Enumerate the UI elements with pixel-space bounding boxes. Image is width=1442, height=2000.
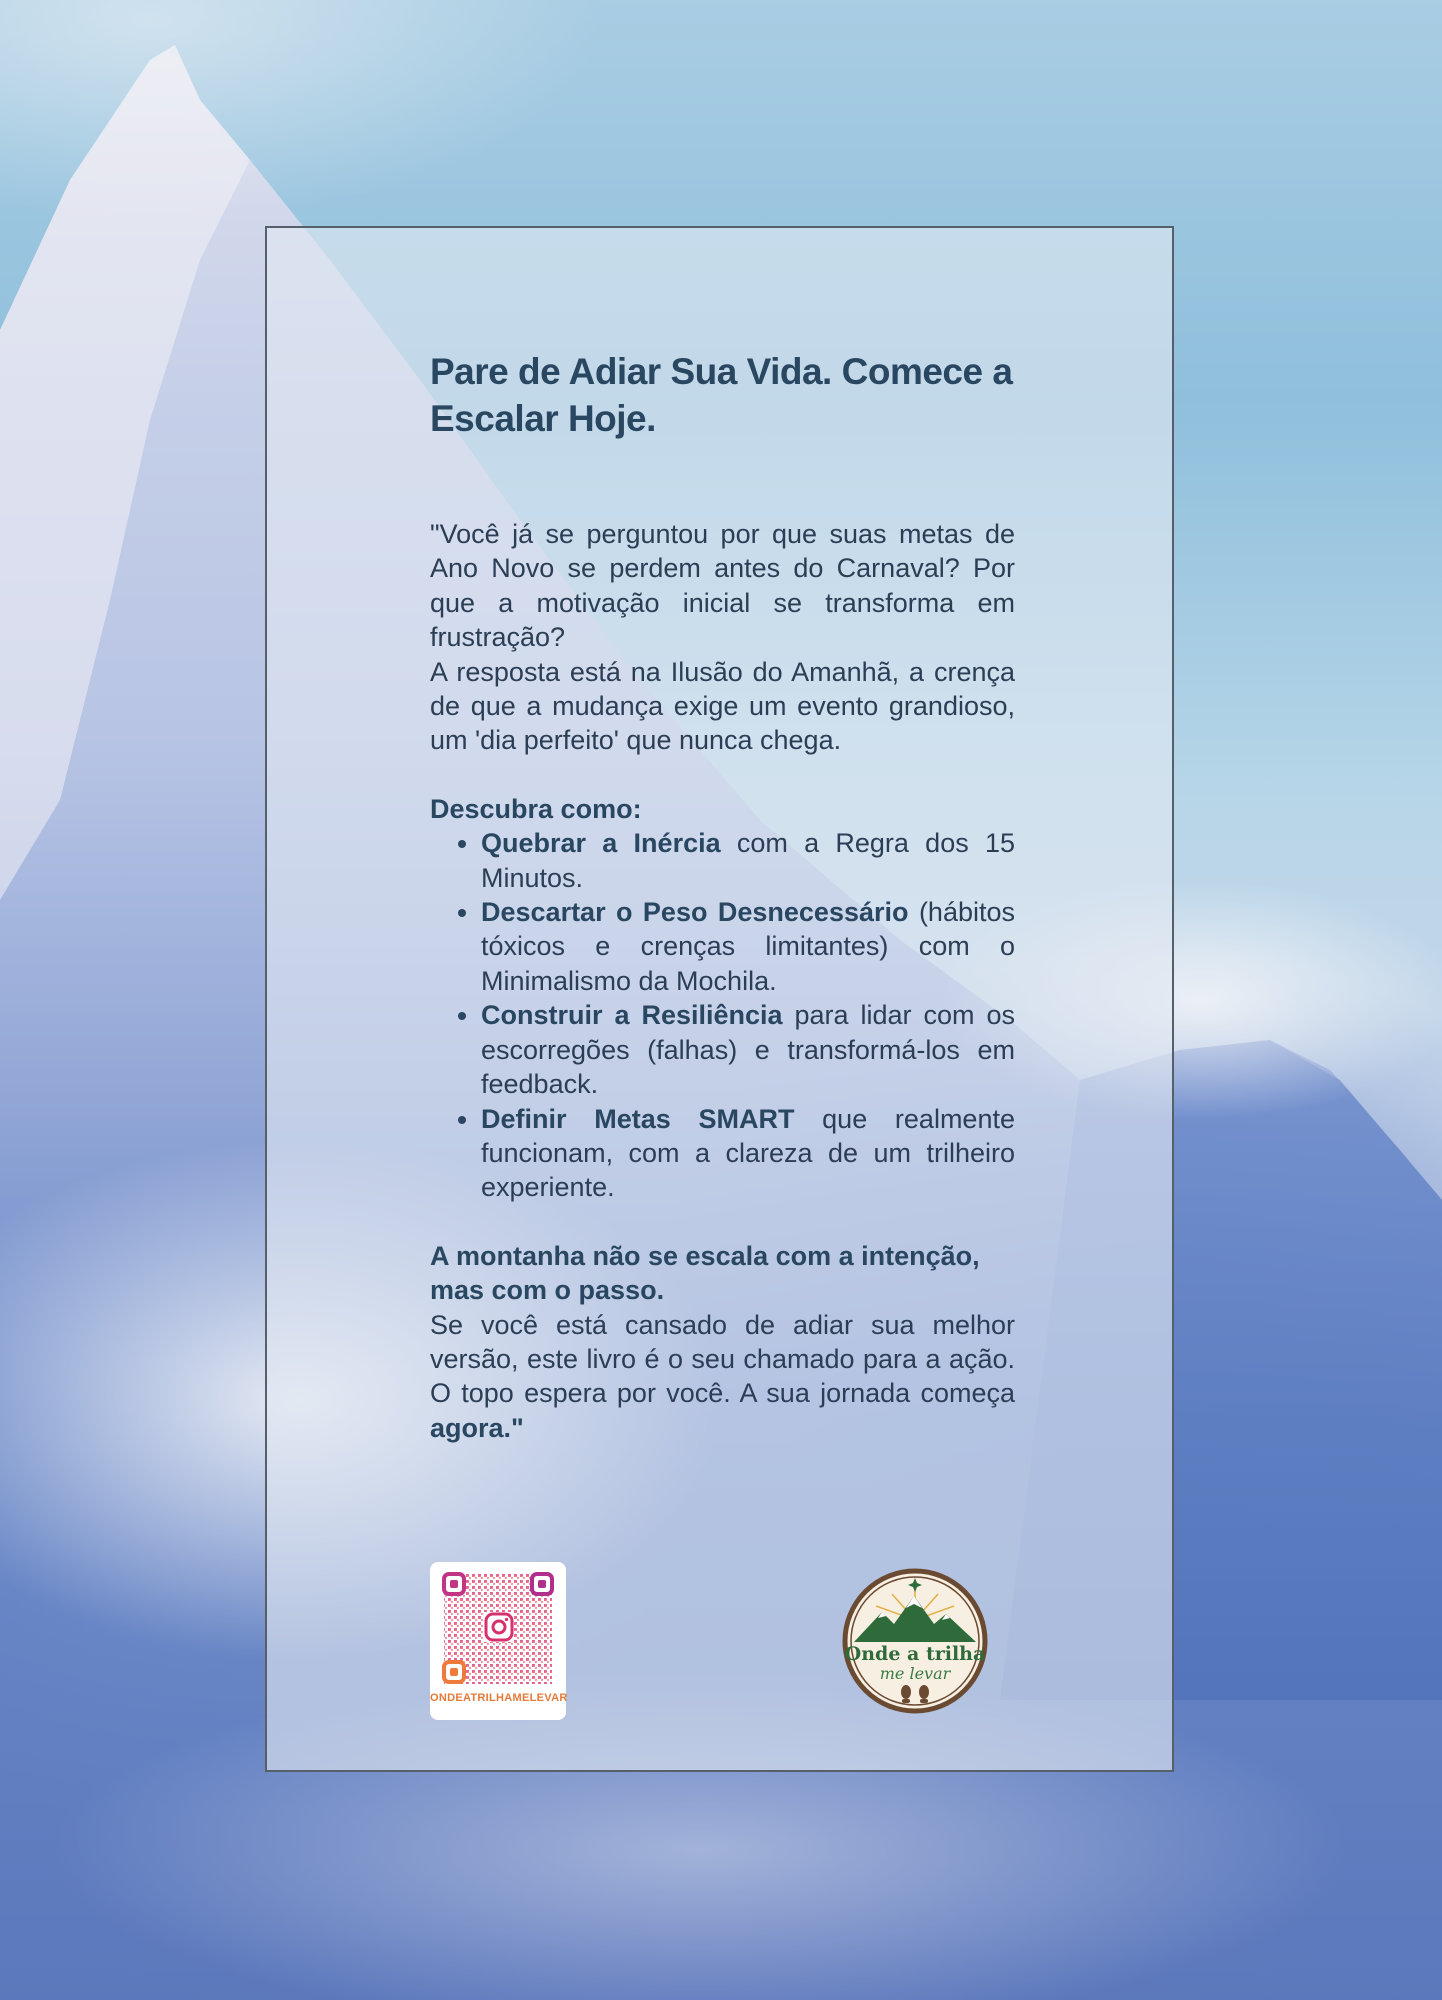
list-item-text: com a Regra dos 15 Minutos. bbox=[481, 828, 1015, 893]
list-item-bold: Descartar o Peso Desnecessário bbox=[481, 897, 909, 928]
list-item-text: (hábitos tóxicos e crenças limitantes) com o Minimalismo da Mochila. bbox=[481, 897, 1015, 996]
instagram-qr-code[interactable] bbox=[430, 1562, 566, 1720]
intro-paragraph-1: "Você já se perguntou por que suas metas de Ano Novo se perdem antes do Carnaval? Por que a motivação inicial se transforma em frustração? bbox=[430, 519, 1015, 653]
closing-heading: A montanha não se escala com a intenção, mas com o passo. bbox=[430, 1240, 980, 1306]
benefits-list bbox=[430, 826, 1015, 1204]
qr-code-pattern bbox=[430, 1562, 566, 1692]
list-item-bold: Definir Metas SMART bbox=[481, 1103, 795, 1134]
panel-content bbox=[430, 348, 1015, 1445]
list-item-bold: Quebrar a Inércia bbox=[481, 828, 721, 859]
text-panel bbox=[265, 226, 1174, 1772]
qr-caption: ONDEATRILHAMELEVAR bbox=[430, 1692, 568, 1704]
list-item-text: que realmente funcionam, com a clareza de um trilheiro experiente. bbox=[481, 1103, 1015, 1203]
closing-text: Se você está cansado de adiar sua melhor versão, este livro é o seu chamado para a ação. O topo espera por você. A sua jornada começa bbox=[430, 1309, 1015, 1409]
logo-line-1: Onde a trilha bbox=[844, 1643, 986, 1665]
mountain-logo-icon bbox=[842, 1568, 988, 1714]
list-item bbox=[481, 826, 1015, 895]
closing-bold-word: agora." bbox=[430, 1412, 524, 1443]
list-item-bold: Construir a Resiliência bbox=[481, 1000, 783, 1031]
list-item-text: para lidar com os escorregões (falhas) e transformá-los em feedback. bbox=[481, 1000, 1015, 1100]
discover-label: Descubra como: bbox=[430, 793, 642, 824]
intro-paragraph-2: A resposta está na Ilusão do Amanhã, a crença de que a mudança exige um evento grandioso, um 'dia perfeito' que nunca chega. bbox=[430, 656, 1015, 756]
closing-paragraph bbox=[430, 1308, 1015, 1446]
list-item bbox=[481, 998, 1015, 1101]
page-title: Pare de Adiar Sua Vida. Comece a Escalar Hoje. bbox=[430, 351, 1013, 439]
panel-footer bbox=[430, 1562, 1015, 1722]
list-item bbox=[481, 1102, 1015, 1205]
logo-line-2: me levar bbox=[879, 1664, 951, 1683]
list-item bbox=[481, 895, 1015, 998]
